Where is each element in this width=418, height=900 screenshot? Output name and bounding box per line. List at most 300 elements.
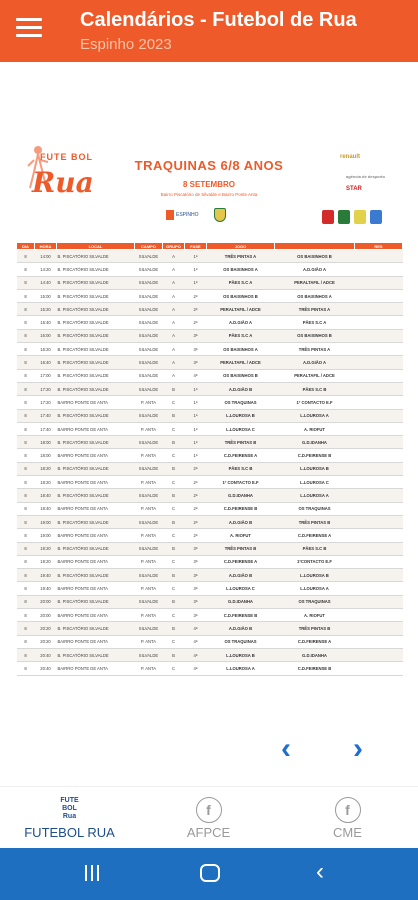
cell-field: SILVALDE xyxy=(135,329,163,342)
table-row xyxy=(17,542,403,555)
nav-item-afpce[interactable] xyxy=(139,787,278,849)
cell-day: 8 xyxy=(17,648,35,661)
cell-away-team: TRÊS PINTAS A xyxy=(275,343,355,356)
cell-round: 4ª xyxy=(185,635,207,648)
cell-round: 3ª xyxy=(185,609,207,622)
cell-away-team: TRÊS PINTAS A xyxy=(275,303,355,316)
nav-label-afpce: AFPCE xyxy=(186,825,231,840)
cell-venue: B. PISCATÓRIO SILVALDE xyxy=(57,648,135,661)
cell-group: C xyxy=(163,635,185,648)
cell-venue: BAIRRO PONTE DE ANTA xyxy=(57,449,135,462)
cell-day: 8 xyxy=(17,462,35,475)
cell-round: 3ª xyxy=(185,329,207,342)
logo-text-main: Rua xyxy=(32,166,94,199)
cell-time: 16:20 xyxy=(35,343,57,356)
cell-round: 4ª xyxy=(185,662,207,675)
cell-away-team: OS TRAQUINAS xyxy=(275,502,355,515)
cell-day: 8 xyxy=(17,662,35,675)
cell-round: 3ª xyxy=(185,542,207,555)
cell-day: 8 xyxy=(17,609,35,622)
cell-field: SILVALDE xyxy=(135,409,163,422)
cell-home-team: G.D.IDANHA xyxy=(207,595,275,608)
table-row xyxy=(17,289,403,302)
cell-venue: B. PISCATÓRIO SILVALDE xyxy=(57,436,135,449)
cell-group: B xyxy=(163,515,185,528)
cell-group: C xyxy=(163,396,185,409)
cell-result xyxy=(355,515,403,528)
cell-result xyxy=(355,382,403,395)
cell-day: 8 xyxy=(17,515,35,528)
cell-time: 18:40 xyxy=(35,502,57,515)
cell-result xyxy=(355,436,403,449)
cell-group: A xyxy=(163,329,185,342)
cell-time: 20:00 xyxy=(35,595,57,608)
cell-time: 15:40 xyxy=(35,316,57,329)
cell-group: B xyxy=(163,489,185,502)
cell-field: SILVALDE xyxy=(135,622,163,635)
cell-time: 19:00 xyxy=(35,515,57,528)
nav-item-futebol-rua[interactable] xyxy=(0,787,139,849)
cell-group: C xyxy=(163,609,185,622)
cell-result xyxy=(355,329,403,342)
cell-day: 8 xyxy=(17,409,35,422)
cell-round: 3ª xyxy=(185,555,207,568)
column-header: GRUPO xyxy=(163,243,185,250)
cell-venue: BAIRRO PONTE DE ANTA xyxy=(57,662,135,675)
cell-group: C xyxy=(163,476,185,489)
cell-day: 8 xyxy=(17,356,35,369)
cell-venue: BAIRRO PONTE DE ANTA xyxy=(57,396,135,409)
cell-away-team: OS BAIXINHOS B xyxy=(275,329,355,342)
column-header xyxy=(275,243,355,250)
cell-home-team: A.D.GIÃO A xyxy=(207,316,275,329)
cell-result xyxy=(355,462,403,475)
system-navigation-bar xyxy=(0,848,418,900)
cell-result xyxy=(355,356,403,369)
cell-field: SILVALDE xyxy=(135,648,163,661)
cell-group: C xyxy=(163,422,185,435)
cell-result xyxy=(355,276,403,289)
cell-venue: B. PISCATÓRIO SILVALDE xyxy=(57,382,135,395)
cell-away-team: PERALTAFIL / ADCE xyxy=(275,276,355,289)
cell-group: B xyxy=(163,622,185,635)
cell-home-team: TRÊS PINTAS B xyxy=(207,436,275,449)
cell-round: 1ª xyxy=(185,396,207,409)
recent-apps-icon[interactable] xyxy=(85,865,103,881)
cell-field: P. ANTA xyxy=(135,476,163,489)
app-subtitle: Espinho 2023 xyxy=(80,36,172,53)
table-row xyxy=(17,648,403,661)
cell-day: 8 xyxy=(17,343,35,356)
cell-home-team: PERALTAFIL / ADCE xyxy=(207,303,275,316)
cell-time: 18:20 xyxy=(35,476,57,489)
cell-away-team: OS BAIXINHOS A xyxy=(275,289,355,302)
facebook-icon: f xyxy=(335,797,361,823)
table-row xyxy=(17,409,403,422)
cell-day: 8 xyxy=(17,622,35,635)
cell-field: SILVALDE xyxy=(135,276,163,289)
cell-result xyxy=(355,555,403,568)
espinho-mark-icon xyxy=(166,210,174,220)
cell-venue: B. PISCATÓRIO SILVALDE xyxy=(57,316,135,329)
cell-round: 1ª xyxy=(185,409,207,422)
cell-time: 19:00 xyxy=(35,529,57,542)
cell-day: 8 xyxy=(17,329,35,342)
cell-venue: BAIRRO PONTE DE ANTA xyxy=(57,502,135,515)
cell-home-team: G.D.IDANHA xyxy=(207,489,275,502)
cell-group: A xyxy=(163,276,185,289)
cell-group: A xyxy=(163,356,185,369)
cell-result xyxy=(355,489,403,502)
cell-field: P. ANTA xyxy=(135,422,163,435)
cell-home-team: OS BAIXINHOS B xyxy=(207,289,275,302)
cell-field: P. ANTA xyxy=(135,502,163,515)
futebol-rua-logo-icon xyxy=(57,797,83,823)
column-header: DIA xyxy=(17,243,35,250)
cell-venue: B. PISCATÓRIO SILVALDE xyxy=(57,276,135,289)
cell-venue: B. PISCATÓRIO SILVALDE xyxy=(57,515,135,528)
cell-time: 17:00 xyxy=(35,369,57,382)
column-header: JOGO xyxy=(207,243,275,250)
menu-icon[interactable] xyxy=(16,18,42,42)
cell-day: 8 xyxy=(17,422,35,435)
cell-group: A xyxy=(163,369,185,382)
cell-field: SILVALDE xyxy=(135,462,163,475)
table-body xyxy=(17,250,403,676)
cell-home-team: A.D.GIÃO B xyxy=(207,515,275,528)
cell-away-team: L.LOUROSA B xyxy=(275,569,355,582)
table-row xyxy=(17,569,403,582)
cell-group: C xyxy=(163,449,185,462)
cell-venue: B. PISCATÓRIO SILVALDE xyxy=(57,462,135,475)
table-row xyxy=(17,662,403,675)
partner-badges xyxy=(322,210,382,224)
cell-field: SILVALDE xyxy=(135,343,163,356)
cell-venue: B. PISCATÓRIO SILVALDE xyxy=(57,343,135,356)
cell-day: 8 xyxy=(17,436,35,449)
cell-venue: B. PISCATÓRIO SILVALDE xyxy=(57,542,135,555)
cell-group: A xyxy=(163,263,185,276)
table-row xyxy=(17,489,403,502)
games-table xyxy=(16,242,403,676)
cell-time: 18:40 xyxy=(35,489,57,502)
previous-page-icon[interactable]: ‹ xyxy=(281,732,291,765)
cell-group: A xyxy=(163,289,185,302)
cell-group: B xyxy=(163,436,185,449)
cell-away-team: L.LOUROSA A xyxy=(275,582,355,595)
cell-away-team: C.D.FEIRENSE B xyxy=(275,449,355,462)
cell-away-team: C.D.FEIRENSE B xyxy=(275,662,355,675)
cell-day: 8 xyxy=(17,582,35,595)
cell-away-team: G.D.IDANHA xyxy=(275,436,355,449)
cell-result xyxy=(355,622,403,635)
cell-group: A xyxy=(163,303,185,316)
cell-time: 15:00 xyxy=(35,289,57,302)
table-row xyxy=(17,449,403,462)
cell-time: 20:00 xyxy=(35,609,57,622)
cell-venue: BAIRRO PONTE DE ANTA xyxy=(57,609,135,622)
cell-away-team: L.LOUROSA B xyxy=(275,462,355,475)
cell-time: 20:20 xyxy=(35,622,57,635)
cell-time: 18:00 xyxy=(35,436,57,449)
cell-round: 2ª xyxy=(185,529,207,542)
cell-home-team: OS BAIXINHOS B xyxy=(207,369,275,382)
cell-away-team: L.LOUROSA A xyxy=(275,489,355,502)
home-icon[interactable] xyxy=(200,864,220,882)
table-row xyxy=(17,369,403,382)
partner-badge-icon xyxy=(354,210,366,224)
cell-home-team: TRÊS PINTAS B xyxy=(207,542,275,555)
column-header: FASE xyxy=(185,243,207,250)
cell-result xyxy=(355,662,403,675)
cell-group: B xyxy=(163,382,185,395)
table-row xyxy=(17,356,403,369)
cell-time: 19:20 xyxy=(35,555,57,568)
nav-item-cme[interactable] xyxy=(278,787,417,849)
cell-round: 2ª xyxy=(185,489,207,502)
cell-venue: BAIRRO PONTE DE ANTA xyxy=(57,555,135,568)
cell-field: P. ANTA xyxy=(135,529,163,542)
cell-result xyxy=(355,250,403,263)
cell-home-team: OS TRAQUINAS xyxy=(207,396,275,409)
cell-field: P. ANTA xyxy=(135,635,163,648)
cell-venue: BAIRRO PONTE DE ANTA xyxy=(57,422,135,435)
partner-badge-icon xyxy=(370,210,382,224)
column-header: LOCAL xyxy=(57,243,135,250)
cell-away-team: PÃES S.C B xyxy=(275,382,355,395)
cell-group: B xyxy=(163,409,185,422)
cell-time: 20:40 xyxy=(35,662,57,675)
cell-venue: B. PISCATÓRIO SILVALDE xyxy=(57,409,135,422)
cell-day: 8 xyxy=(17,476,35,489)
cell-time: 19:40 xyxy=(35,582,57,595)
table-header-row xyxy=(17,243,403,250)
cell-day: 8 xyxy=(17,289,35,302)
cell-time: 20:40 xyxy=(35,648,57,661)
cell-field: SILVALDE xyxy=(135,595,163,608)
cell-venue: B. PISCATÓRIO SILVALDE xyxy=(57,595,135,608)
cell-field: P. ANTA xyxy=(135,555,163,568)
table-row xyxy=(17,476,403,489)
cell-day: 8 xyxy=(17,595,35,608)
cell-result xyxy=(355,529,403,542)
cell-result xyxy=(355,635,403,648)
cell-day: 8 xyxy=(17,449,35,462)
cell-day: 8 xyxy=(17,382,35,395)
cell-result xyxy=(355,449,403,462)
cell-away-team: A. RIOFUT xyxy=(275,609,355,622)
cell-field: SILVALDE xyxy=(135,316,163,329)
cell-round: 3ª xyxy=(185,356,207,369)
sheet-venues: Bairro Piscatório de Silvalde e Bairro Ponte Anta xyxy=(160,192,258,197)
table-row xyxy=(17,276,403,289)
cell-venue: B. PISCATÓRIO SILVALDE xyxy=(57,569,135,582)
cell-day: 8 xyxy=(17,555,35,568)
cell-away-team: OS TRAQUINAS xyxy=(275,595,355,608)
cell-result xyxy=(355,263,403,276)
cell-group: B xyxy=(163,595,185,608)
calendar-sheet xyxy=(16,138,402,708)
table-row xyxy=(17,263,403,276)
cell-round: 4ª xyxy=(185,648,207,661)
cell-home-team: TRÊS PINTAS A xyxy=(207,250,275,263)
cell-time: 17:20 xyxy=(35,382,57,395)
cell-round: 1ª xyxy=(185,422,207,435)
cell-field: SILVALDE xyxy=(135,515,163,528)
cell-away-team: G.D.IDANHA xyxy=(275,648,355,661)
cell-away-team: PERALTAFIL / ADCE xyxy=(275,369,355,382)
cell-field: SILVALDE xyxy=(135,289,163,302)
cell-away-team: TRÊS PINTAS B xyxy=(275,515,355,528)
cell-round: 3ª xyxy=(185,595,207,608)
cell-venue: B. PISCATÓRIO SILVALDE xyxy=(57,303,135,316)
cell-away-team: A.D.GIÃO A xyxy=(275,263,355,276)
cell-field: SILVALDE xyxy=(135,303,163,316)
cell-result xyxy=(355,476,403,489)
cell-away-team: PÃES S.C B xyxy=(275,542,355,555)
sponsor-logo-2: agência de desporto xyxy=(346,174,385,179)
table-row xyxy=(17,396,403,409)
cell-round: 1ª xyxy=(185,263,207,276)
cell-home-team: OS TRAQUINAS xyxy=(207,635,275,648)
cell-field: SILVALDE xyxy=(135,542,163,555)
cell-home-team: A.D.GIÃO B xyxy=(207,569,275,582)
cell-day: 8 xyxy=(17,542,35,555)
cell-home-team: 1º CONTACTO E.F xyxy=(207,476,275,489)
cell-home-team: C.D.FEIRENSE B xyxy=(207,502,275,515)
cell-group: B xyxy=(163,462,185,475)
facebook-icon: f xyxy=(196,797,222,823)
sponsor-logo-3: STAR xyxy=(346,186,362,192)
cell-day: 8 xyxy=(17,316,35,329)
cell-round: 3ª xyxy=(185,569,207,582)
cell-time: 14:40 xyxy=(35,276,57,289)
cell-group: A xyxy=(163,316,185,329)
cell-day: 8 xyxy=(17,303,35,316)
cell-time: 14:20 xyxy=(35,263,57,276)
cell-group: B xyxy=(163,569,185,582)
cell-home-team: C.D.FEIRENSE A xyxy=(207,449,275,462)
cell-group: C xyxy=(163,582,185,595)
cell-time: 16:00 xyxy=(35,329,57,342)
cell-venue: B. PISCATÓRIO SILVALDE xyxy=(57,356,135,369)
cell-time: 17:40 xyxy=(35,409,57,422)
cell-day: 8 xyxy=(17,276,35,289)
table-row xyxy=(17,303,403,316)
cell-time: 15:20 xyxy=(35,303,57,316)
cell-time: 20:20 xyxy=(35,635,57,648)
cell-away-team: C.D.FEIRENSE A xyxy=(275,529,355,542)
cell-home-team: A. RIOFUT xyxy=(207,529,275,542)
cell-away-team: C.D.FEIRENSE A xyxy=(275,635,355,648)
cell-time: 18:00 xyxy=(35,449,57,462)
cell-round: 2ª xyxy=(185,515,207,528)
nav-label-cme: CME xyxy=(333,825,362,840)
column-header: CAMPO xyxy=(135,243,163,250)
cell-field: P. ANTA xyxy=(135,449,163,462)
cell-home-team: PÃES S.C B xyxy=(207,462,275,475)
column-header: HORA xyxy=(35,243,57,250)
table-row xyxy=(17,595,403,608)
cell-day: 8 xyxy=(17,489,35,502)
cell-field: SILVALDE xyxy=(135,569,163,582)
logo-text-top: FUTE BOL xyxy=(40,152,93,162)
cell-round: 1ª xyxy=(185,382,207,395)
table-row xyxy=(17,622,403,635)
table-row xyxy=(17,529,403,542)
cell-venue: BAIRRO PONTE DE ANTA xyxy=(57,582,135,595)
cell-home-team: A.D.GIÃO B xyxy=(207,622,275,635)
cell-away-team: L.LOUROSA A xyxy=(275,409,355,422)
cell-home-team: L.LOUROSA B xyxy=(207,648,275,661)
table-row xyxy=(17,582,403,595)
cell-time: 16:40 xyxy=(35,356,57,369)
cell-result xyxy=(355,648,403,661)
cell-home-team: A.D.GIÃO B xyxy=(207,382,275,395)
table-row xyxy=(17,635,403,648)
back-icon[interactable]: ‹ xyxy=(316,858,324,885)
cell-time: 17:20 xyxy=(35,396,57,409)
cell-result xyxy=(355,396,403,409)
cell-result xyxy=(355,569,403,582)
table-row xyxy=(17,250,403,263)
cell-group: A xyxy=(163,250,185,263)
table-row xyxy=(17,382,403,395)
cell-group: B xyxy=(163,648,185,661)
nav-logo-text: FUTE BOL Rua xyxy=(60,797,79,820)
cell-away-team: OS BAIXINHOS B xyxy=(275,250,355,263)
cell-result xyxy=(355,303,403,316)
cell-home-team: L.LOUROSA A xyxy=(207,662,275,675)
cell-round: 2ª xyxy=(185,462,207,475)
next-page-icon[interactable]: › xyxy=(353,732,363,765)
cell-round: 4ª xyxy=(185,369,207,382)
app-title: Calendários - Futebol de Rua xyxy=(80,9,357,31)
cell-away-team: A.D.GIÃO A xyxy=(275,356,355,369)
cell-venue: BAIRRO PONTE DE ANTA xyxy=(57,635,135,648)
cell-round: 2ª xyxy=(185,502,207,515)
cell-day: 8 xyxy=(17,369,35,382)
cell-result xyxy=(355,343,403,356)
table-row xyxy=(17,343,403,356)
table-row xyxy=(17,609,403,622)
cell-day: 8 xyxy=(17,250,35,263)
cell-round: 2ª xyxy=(185,289,207,302)
cell-round: 1ª xyxy=(185,276,207,289)
cell-field: SILVALDE xyxy=(135,356,163,369)
cell-round: 1ª xyxy=(185,436,207,449)
cell-field: SILVALDE xyxy=(135,489,163,502)
cell-group: B xyxy=(163,542,185,555)
column-header: RES xyxy=(355,243,403,250)
nav-label-futebol-rua: FUTEBOL RUA xyxy=(24,825,115,840)
cell-field: P. ANTA xyxy=(135,609,163,622)
cell-home-team: L.LOUROSA B xyxy=(207,409,275,422)
table-row xyxy=(17,329,403,342)
cell-result xyxy=(355,595,403,608)
club-crest-icon xyxy=(214,208,226,222)
cell-venue: B. PISCATÓRIO SILVALDE xyxy=(57,263,135,276)
espinho-logo xyxy=(166,208,210,222)
cell-field: SILVALDE xyxy=(135,382,163,395)
cell-result xyxy=(355,422,403,435)
cell-round: 3ª xyxy=(185,582,207,595)
cell-field: SILVALDE xyxy=(135,436,163,449)
cell-result xyxy=(355,582,403,595)
cell-round: 1ª xyxy=(185,449,207,462)
cell-venue: B. PISCATÓRIO SILVALDE xyxy=(57,369,135,382)
cell-day: 8 xyxy=(17,502,35,515)
